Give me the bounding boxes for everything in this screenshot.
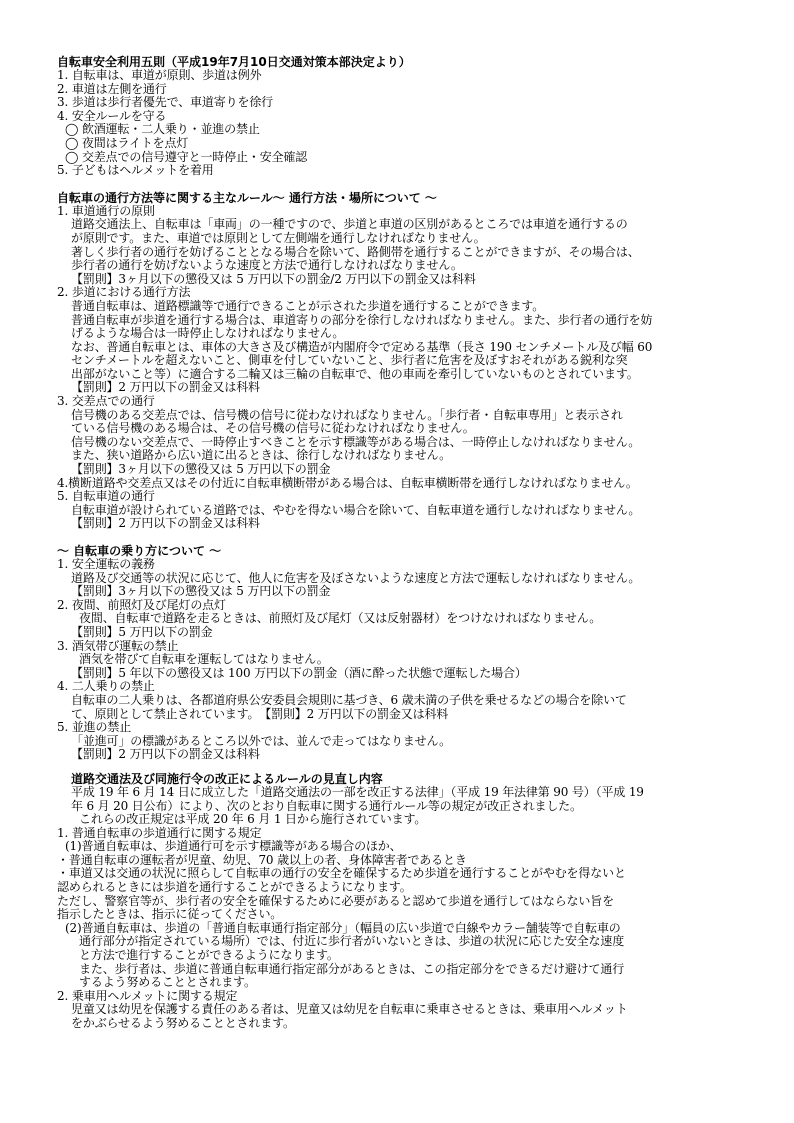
section-heading-riding: ～ 自転車の乗り方について ～: [57, 544, 222, 558]
list-item: 3. 歩道は歩行者優先で、車道寄りを徐行: [57, 95, 274, 110]
rule-text: 著しく歩行者の通行を妨げることとなる場合を除いて、路側帯を通行することができますが、その場合は、: [71, 244, 640, 259]
rule-text: また、狭い道路から広い道に出るときは、徐行しなければなりません。: [71, 448, 451, 463]
rule-text: をかぶらせるよう努めることとされます。: [71, 1016, 295, 1030]
rule-text: センチメートルを超えないこと、側車を付していないこと、歩行者に危害を及ぼすおそれがある鋭利な突: [71, 353, 628, 368]
bullet-text: ・車道又は交通の状況に照らして自転車の通行の安全を確保するため歩道を通行することがやむを得ないと: [57, 866, 626, 881]
rule-text: 自転車道が設けられている道路では、やむを得ない場合を除いて、自転車道を通行しなければなりません。: [71, 502, 641, 517]
rule-text: (1)普通自転車は、歩道通行可を示す標識等がある場合のほか、: [65, 839, 402, 854]
rule-text: 通行部分が指定されている場所）では、付近に歩行者がいないときは、歩道の状況に応じた安全な速度: [79, 934, 625, 949]
penalty-text: 【罰則】3ヶ月以下の懲役又は 5 万円以下の罰金: [71, 462, 331, 477]
penalty-text: 【罰則】2 万円以下の罰金又は科料: [71, 747, 260, 762]
list-item: 5. 子どもはヘルメットを着用: [57, 163, 214, 178]
paragraph-text: 平成 19 年 6 月 14 日に成立した「道路交通法の一部を改正する法律」（平成 19 年法律第 90 号）（平成 19: [71, 784, 644, 799]
penalty-text: 【罰則】5 万円以下の罰金: [71, 624, 213, 639]
section-heading-amendment: 道路交通法及び同施行令の改正によるルールの見直し内容: [71, 771, 383, 786]
rule-text: ただし、警察官等が、歩行者の安全を確保するために必要があると認めて歩道を通行してはならない旨を: [57, 893, 614, 908]
rule-text: なお、普通自転車とは、車体の大きさ及び構造が内閣府令で定める基準（長さ 190 センチメートル及び幅 60: [71, 339, 653, 354]
sub-list-item: ◯ 飲酒運転・二人乗り・並進の禁止: [65, 122, 260, 137]
section-heading-five-rules: 自転車安全利用五則（平成19年7月10日交通対策本部決定より）: [57, 55, 411, 69]
list-item: 1. 自転車は、車道が原則、歩道は例外: [57, 68, 262, 82]
penalty-text: 【罰則】3ヶ月以下の懲役又は 5 万円以下の罰金: [71, 584, 331, 599]
rule-heading: 4. 二人乗りの禁止: [57, 679, 155, 694]
rule-text: 信号機のある交差点では、信号機の信号に従わなければなりません。「歩行者・自転車専用」と表示され: [71, 407, 623, 422]
rule-heading: 2. 歩道における通行方法: [57, 285, 191, 300]
rule-text: また、歩行者は、歩道に普通自転車通行指定部分があるときは、この指定部分をできるだけ避けて通行: [79, 961, 625, 976]
penalty-text: 【罰則】2 万円以下の罰金又は科料: [71, 380, 260, 395]
rule-text: 信号機のない交差点で、一時停止すべきことを示す標識等がある場合は、一時停止しなければなりません。: [71, 434, 641, 449]
document-page: [57, 55, 747, 1031]
rule-text: 指示したときは、指示に従ってください。: [57, 907, 283, 922]
rule-heading: 1. 車道通行の原則: [57, 203, 155, 218]
penalty-text: 【罰則】3ヶ月以下の懲役又は 5 万円以下の罰金/2 万円以下の罰金又は科料: [71, 271, 476, 286]
list-item: 4. 安全ルールを守る: [57, 108, 167, 123]
rule-text: ている信号機のある場合は、その信号機の信号に従わなければなりません。: [71, 421, 475, 436]
rule-text: 夜間、自転車で道路を走るときは、前照灯及び尾灯（又は反射器材）をつけなければなりません。: [79, 611, 602, 626]
penalty-text: 【罰則】5 年以下の懲役又は 100 万円以下の罰金（酒に酔った状態で運転した場合）: [71, 665, 527, 680]
sub-list-item: ◯ 夜間はライトを点灯: [65, 135, 189, 150]
rule-text: げるような場合は一時停止しなければなりません。: [71, 326, 345, 341]
rule-text: するよう努めることとされます。: [79, 975, 256, 990]
rule-heading: 4.横断道路や交差点又はその付近に自転車横断帯がある場合は、自転車横断帯を通行しなければなりません。: [57, 475, 638, 490]
rule-heading: 5. 自転車道の通行: [57, 489, 155, 504]
rule-text: が原則です。また、車道では原則として左側端を通行しなければなりません。: [71, 230, 486, 245]
paragraph-text: これらの改正規定は平成 20 年 6 月 1 日から施行されています。: [79, 812, 427, 827]
rule-text: (2)普通自転車は、歩道の「普通自転車通行指定部分」（幅員の広い歩道で白線やカラー舗装等で自転車の: [65, 920, 621, 935]
rule-heading: 1. 安全運転の義務: [57, 557, 155, 571]
penalty-text: 【罰則】2 万円以下の罰金又は科料: [71, 516, 260, 531]
rule-text: 「並進可」の標識があるところ以外では、並んで走ってはなりません。: [71, 733, 451, 748]
rule-heading: 3. 交差点での通行: [57, 394, 155, 409]
rule-heading: 3. 酒気帯び運転の禁止: [57, 638, 179, 653]
rule-heading: 5. 並進の禁止: [57, 720, 132, 735]
rule-heading: 2. 乗車用ヘルメットに関する規定: [57, 988, 238, 1003]
rule-heading: 1. 普通自転車の歩道通行に関する規定: [57, 825, 262, 840]
rule-text: 普通自転車が歩道を通行する場合は、車道寄りの部分を徐行しなければなりません。また、歩行者の通行を妨: [71, 312, 653, 327]
sub-list-item: ◯ 交差点での信号遵守と一時停止・安全確認: [65, 149, 308, 164]
rule-text: 道路及び交通等の状況に応じて、他人に危害を及ぼさないような速度と方法で運転しなければなりません。: [71, 570, 641, 585]
list-item: 2. 車道は左側を通行: [57, 81, 167, 96]
rule-text: と方法で進行することができるようになります。: [79, 948, 339, 963]
section-heading-traffic-rules: 自転車の通行方法等に関する主なルール～ 通行方法・場所について ～: [57, 190, 437, 205]
rule-text: 認められるときには歩道を通行することができるようになります。: [57, 880, 412, 895]
rule-text: 普通自転車は、道路標識等で通行できることが示された歩道を通行することができます。: [71, 298, 545, 313]
rule-text: 道路交通法上、自転車は「車両」の一種ですので、歩道と車道の区別があるところでは車道を通行するの: [71, 217, 628, 232]
paragraph-text: 年 6 月 20 日公布）により、次のとおり自転車に関する通行ルール等の規定が改正されました。: [71, 798, 582, 813]
rule-text: 歩行者の通行を妨げないような速度と方法で通行しなければなりません。: [71, 258, 463, 273]
rule-text: 自転車の二人乗りは、各都道府県公安委員会規則に基づき、6 歳未満の子供を乗せるなどの場合を除いて: [71, 692, 627, 707]
rule-heading: 2. 夜間、前照灯及び尾灯の点灯: [57, 597, 226, 612]
rule-text: 出部がないこと等）に適合する二輪又は三輪の自転車で、他の車両を牽引していないものとされています。: [71, 366, 639, 381]
rule-text: 酒気を帯びて自転車を運転してはなりません。: [79, 652, 329, 667]
rule-text: 児童又は幼児を保護する責任のある者は、児童又は幼児を自転車に乗車させるときは、乗車用ヘルメット: [71, 1002, 628, 1017]
rule-text: て、原則として禁止されています。 【罰則】2 万円以下の罰金又は科料: [71, 706, 449, 721]
bullet-text: ・普通自転車の運転者が児童、幼児、70 歳以上の者、身体障害者であるとき: [57, 852, 467, 867]
